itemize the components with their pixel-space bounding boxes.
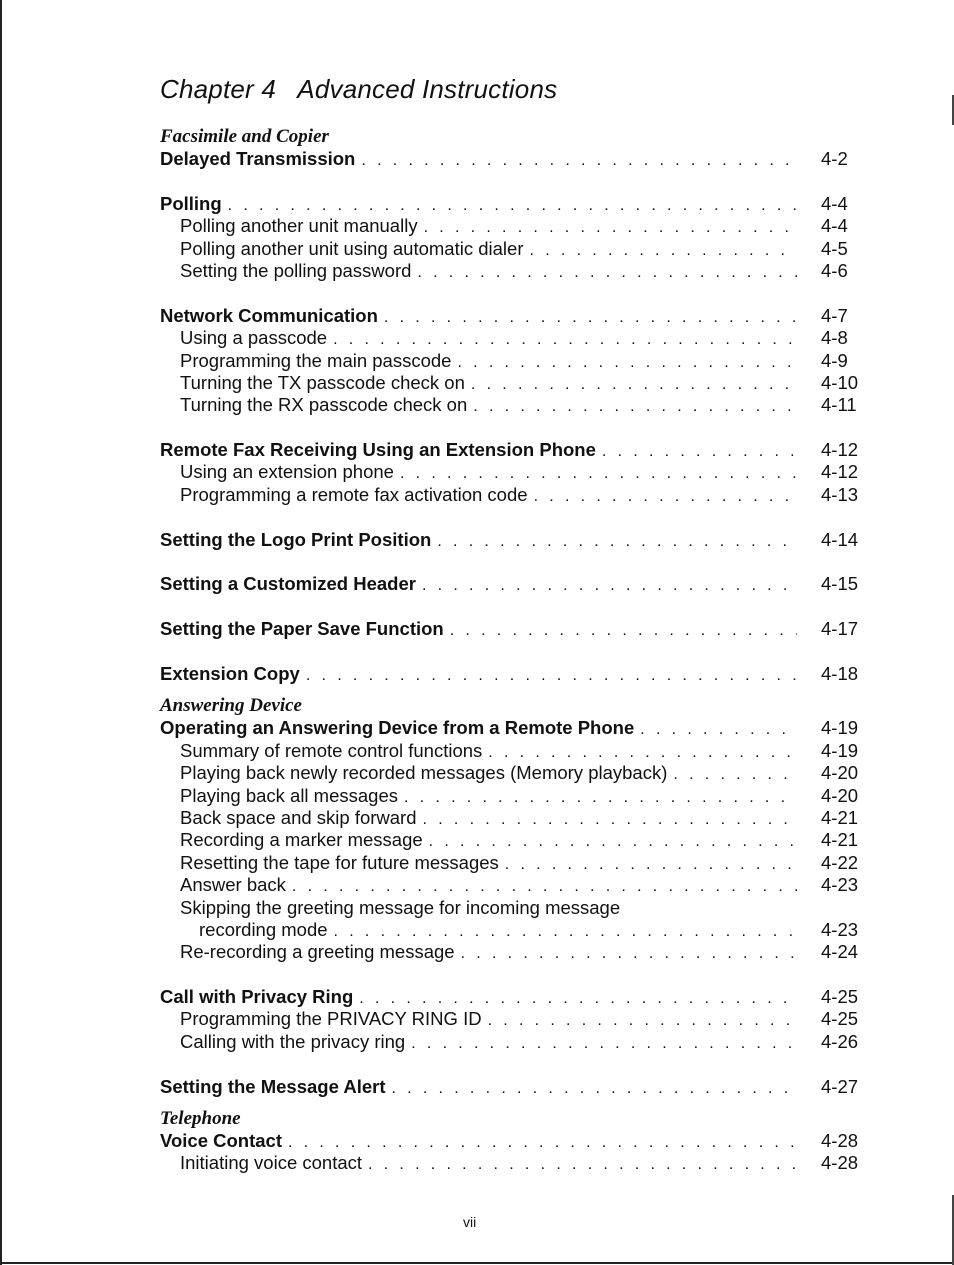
toc-entry[interactable] (160, 529, 865, 551)
page-number: vii (463, 1214, 477, 1230)
dot-leader (640, 719, 797, 741)
toc-entry[interactable] (160, 1152, 865, 1174)
toc-entry-page: 4-7 (821, 304, 848, 326)
toc-entry[interactable] (160, 852, 865, 874)
toc-entry[interactable] (160, 484, 865, 506)
dot-leader (292, 876, 797, 898)
dot-leader (429, 831, 797, 853)
toc-entry-title: Answer back (180, 874, 286, 896)
dot-leader (450, 620, 797, 642)
toc-entry-title: Programming the main passcode (180, 349, 452, 371)
toc-entry[interactable] (160, 1130, 865, 1152)
toc-entry-title: Resetting the tape for future messages (180, 851, 499, 873)
toc-entry-title: Setting a Customized Header (160, 573, 416, 595)
toc-entry-page: 4-12 (821, 461, 859, 483)
toc-entry-title: Setting the Paper Save Function (160, 618, 444, 640)
section-heading: Facsimile and Copier (160, 126, 329, 147)
toc-entry-page: 4-22 (821, 851, 859, 873)
toc-entry-page: 4-14 (821, 528, 859, 550)
toc-entry[interactable] (160, 1076, 865, 1098)
dot-leader (422, 575, 797, 597)
toc-entry[interactable] (160, 829, 865, 851)
chapter-title (160, 74, 557, 105)
toc-entry[interactable] (160, 663, 865, 685)
dot-leader (534, 486, 797, 508)
toc-entry-page: 4-24 (821, 941, 859, 963)
toc-entry-title: Polling another unit using automatic dialer (180, 237, 524, 259)
toc-entry[interactable] (160, 1031, 865, 1053)
dot-leader (384, 307, 797, 329)
toc-entry[interactable] (160, 461, 865, 483)
toc-entry[interactable] (160, 874, 865, 896)
toc-entry[interactable] (160, 148, 865, 170)
toc-entry-title: Turning the RX passcode check on (180, 394, 468, 416)
dot-leader (423, 809, 797, 831)
dot-leader (457, 352, 797, 374)
dot-leader (361, 150, 797, 172)
toc-entry-page: 4-5 (821, 237, 848, 259)
dot-leader (359, 988, 797, 1010)
toc-entry-page: 4-23 (821, 874, 859, 896)
dot-leader (417, 262, 797, 284)
toc-entry[interactable] (160, 897, 865, 919)
toc-entry-title: Polling (160, 192, 222, 214)
dot-leader (673, 764, 797, 786)
toc-entry-page: 4-28 (821, 1130, 859, 1152)
toc-entry-page: 4-25 (821, 986, 859, 1008)
toc-entry-title: Calling with the privacy ring (180, 1030, 406, 1052)
dot-leader (424, 217, 797, 239)
toc-entry-title: Voice Contact (160, 1130, 282, 1152)
toc-entry-title: Initiating voice contact (180, 1152, 363, 1174)
toc-entry-page: 4-4 (821, 215, 848, 237)
toc-entry[interactable] (160, 986, 865, 1008)
toc-entry-title: Polling another unit manually (180, 215, 418, 237)
toc-entry-title: Setting the polling password (180, 259, 412, 281)
toc-entry-page: 4-10 (821, 371, 859, 393)
toc-entry-title: Summary of remote control functions (180, 739, 483, 761)
dot-leader (471, 374, 797, 396)
toc-entry[interactable] (160, 1008, 865, 1030)
toc-entry-page: 4-19 (821, 717, 859, 739)
toc-entry[interactable] (160, 740, 865, 762)
group-gap (160, 1053, 865, 1075)
toc-entry[interactable] (160, 372, 865, 394)
toc-entry-title: Using a passcode (180, 327, 328, 349)
group-gap (160, 964, 865, 986)
toc-entry-page: 4-23 (821, 918, 859, 940)
dot-leader (391, 1078, 797, 1100)
toc-entry[interactable] (160, 919, 865, 941)
toc-entry-page: 4-2 (821, 148, 848, 169)
toc-entry-title: Playing back all messages (180, 784, 398, 806)
group-gap (160, 417, 865, 439)
toc-entry-title: Recording a marker message (180, 829, 423, 851)
dot-leader (400, 463, 797, 485)
toc-entry-page: 4-21 (821, 806, 859, 828)
dot-leader (288, 1132, 797, 1154)
chapter-name: Advanced Instructions (297, 74, 558, 104)
toc-entry-page: 4-27 (821, 1075, 859, 1097)
toc-entry-title: Using an extension phone (180, 461, 394, 483)
toc-entry[interactable] (160, 717, 865, 739)
toc-entry-title: Network Communication (160, 304, 378, 326)
toc-entry-page: 4-25 (821, 1008, 859, 1030)
toc-entry-title: Skipping the greeting message for incoming message (180, 896, 621, 918)
toc-entry[interactable] (160, 439, 865, 461)
dot-leader (333, 329, 797, 351)
toc-entry[interactable] (160, 327, 865, 349)
toc-entry-page: 4-9 (821, 349, 848, 371)
toc-entry[interactable] (160, 618, 865, 640)
toc-entry-page: 4-11 (821, 394, 857, 416)
dot-leader (602, 441, 797, 463)
toc-entry-page: 4-12 (821, 439, 859, 461)
toc-entry-title: Setting the Logo Print Position (160, 528, 432, 550)
toc-entry-page: 4-4 (821, 192, 848, 214)
toc-entry-title: Call with Privacy Ring (160, 986, 354, 1008)
page-border-left (0, 0, 2, 1265)
dot-leader (437, 531, 797, 553)
toc-entry[interactable] (160, 573, 865, 595)
toc-entry[interactable] (160, 807, 865, 829)
toc-entry-title: Delayed Transmission (160, 148, 356, 169)
toc-entry-title: Programming a remote fax activation code (180, 483, 528, 505)
group-gap (160, 506, 865, 528)
toc-entry-page: 4-15 (821, 573, 859, 595)
group-gap (160, 170, 865, 192)
dot-leader (488, 742, 797, 764)
group-gap (160, 641, 865, 663)
toc-entry-page: 4-13 (821, 483, 859, 505)
toc-entry-page: 4-19 (821, 739, 859, 761)
toc-entry-title: Turning the TX passcode check on (180, 371, 465, 393)
toc-entry[interactable] (160, 350, 865, 372)
dot-leader (368, 1154, 797, 1176)
dot-leader (530, 240, 798, 262)
group-gap (160, 282, 865, 304)
dot-leader (505, 854, 797, 876)
toc-entry[interactable] (160, 762, 865, 784)
toc-entry[interactable] (160, 394, 865, 416)
toc-entry-page: 4-20 (821, 784, 859, 806)
dot-leader (488, 1010, 797, 1032)
toc-entry[interactable] (160, 238, 865, 260)
chapter-number: Chapter 4 (160, 74, 276, 104)
toc-entry-page: 4-6 (821, 259, 848, 281)
toc-entry[interactable] (160, 193, 865, 215)
page-border-bottom (0, 1262, 954, 1264)
dot-leader (228, 195, 797, 217)
toc-entry-title: Playing back newly recorded messages (Memory playback) (180, 762, 668, 784)
toc-entry-page: 4-8 (821, 327, 848, 349)
dot-leader (411, 1033, 797, 1055)
toc-entry-page: 4-21 (821, 829, 859, 851)
toc-entry-title: Programming the PRIVACY RING ID (180, 1008, 482, 1030)
toc-entry-title: recording mode (199, 918, 328, 940)
toc-entry-title: Back space and skip forward (180, 806, 417, 828)
toc-entry-page: 4-18 (821, 662, 859, 684)
toc-entry[interactable] (160, 260, 865, 282)
toc-entry-title: Remote Fax Receiving Using an Extension Phone (160, 439, 596, 461)
section-heading: Answering Device (160, 695, 302, 717)
toc-entry[interactable] (160, 305, 865, 327)
section-heading: Telephone (160, 1108, 241, 1130)
toc-entry[interactable] (160, 215, 865, 237)
toc-entry[interactable] (160, 941, 865, 963)
toc-entry-page: 4-28 (821, 1152, 859, 1174)
dot-leader (473, 396, 797, 418)
dot-leader (461, 943, 797, 965)
toc-entry-title: Re-recording a greeting message (180, 941, 455, 963)
dot-leader (334, 921, 797, 943)
toc-entry-title: Extension Copy (160, 662, 300, 684)
group-gap (160, 596, 865, 618)
toc-entry-page: 4-17 (821, 618, 859, 640)
toc-entry-page: 4-26 (821, 1030, 859, 1052)
toc-entry-title: Operating an Answering Device from a Remote Phone (160, 717, 635, 739)
toc-entry-title: Setting the Message Alert (160, 1075, 386, 1097)
group-gap (160, 551, 865, 573)
dot-leader (404, 787, 797, 809)
toc-entry[interactable] (160, 785, 865, 807)
dot-leader (306, 665, 797, 687)
table-of-contents (160, 126, 865, 1175)
toc-entry-page: 4-20 (821, 762, 859, 784)
